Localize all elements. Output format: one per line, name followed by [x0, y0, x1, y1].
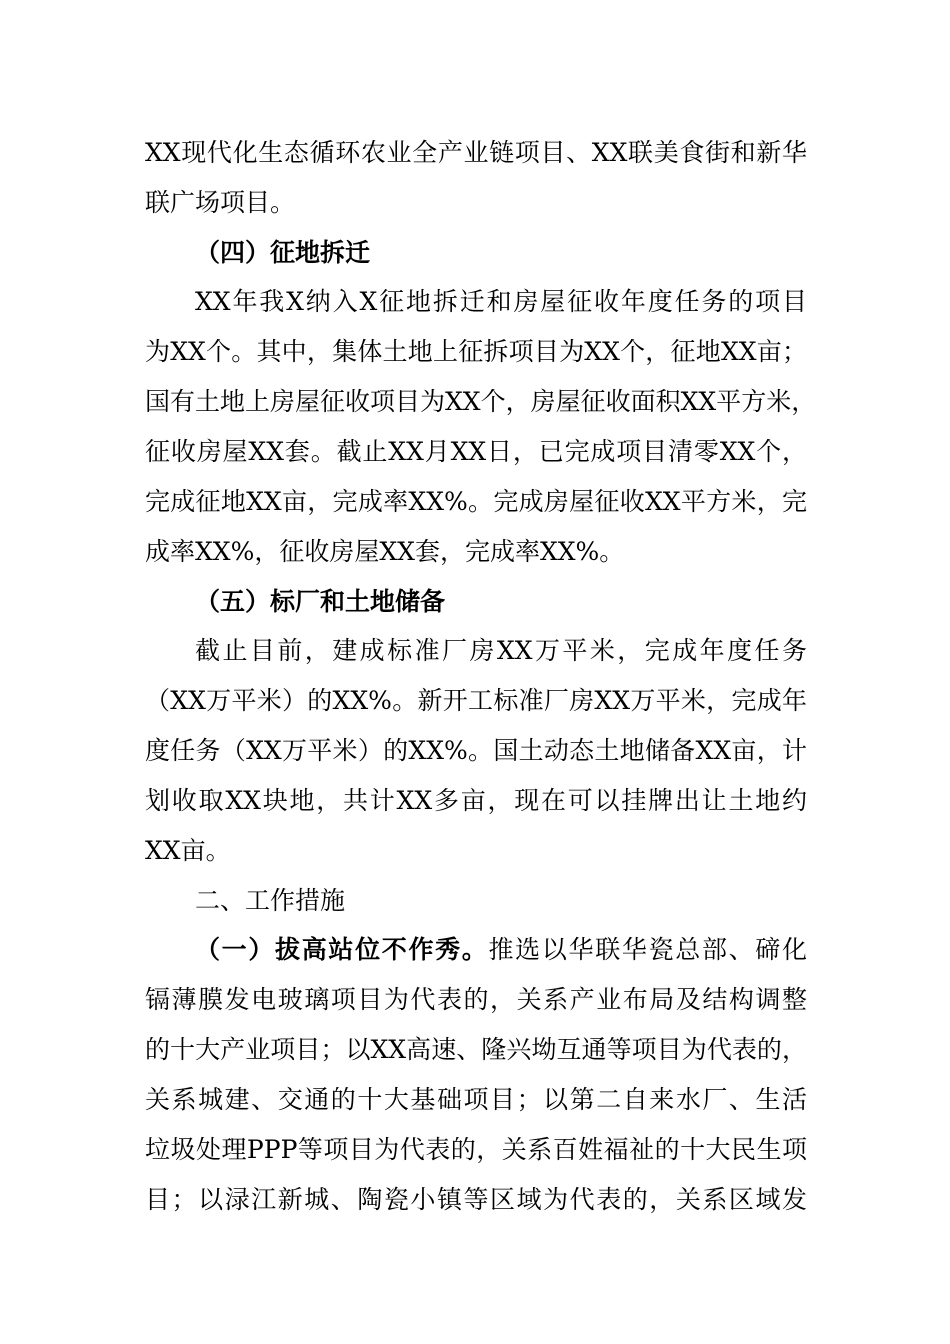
paragraph-line: 完成征地XX亩，完成率XX%。完成房屋征收XX平方米，完 [145, 487, 807, 516]
paragraph-line: （XX万平米）的XX%。新开工标准厂房XX万平米，完成年 [145, 686, 807, 715]
paragraph-line: 为XX个。其中，集体土地上征拆项目为XX个，征地XX亩； [145, 337, 807, 366]
paragraph-line: 截止目前，建成标准厂房XX万平米，完成年度任务 [195, 636, 807, 665]
paragraph-line: 国有土地上房屋征收项目为XX个，房屋征收面积XX平方米， [145, 387, 817, 416]
paragraph-text: 推选以华联华瓷总部、碲化 [488, 935, 807, 964]
subsection-heading-one: （一）拔高站位不作秀。 [195, 935, 489, 964]
paragraph-line: 成率XX%，征收房屋XX套，完成率XX%。 [145, 537, 625, 566]
paragraph-line: 度任务（XX万平米）的XX%。国土动态土地储备XX亩，计 [145, 736, 807, 765]
paragraph-line: XX现代化生态循环农业全产业链项目、XX联美食街和新华 [145, 138, 807, 167]
paragraph-line: 垃圾处理PPP等项目为代表的，关系百姓福祉的十大民生项 [145, 1135, 807, 1164]
paragraph-line: 联广场项目。 [145, 188, 296, 217]
paragraph-line: 镉薄膜发电玻璃项目为代表的，关系产业布局及结构调整 [145, 985, 807, 1014]
section-heading-four: （四）征地拆迁 [195, 238, 371, 267]
chapter-heading-two: 二、工作措施 [195, 886, 346, 915]
paragraph-line: XX年我X纳入X征地拆迁和房屋征收年度任务的项目 [195, 287, 807, 316]
paragraph-line: 的十大产业项目；以XX高速、隆兴坳互通等项目为代表的， [145, 1035, 807, 1064]
paragraph-line: XX亩。 [145, 836, 231, 865]
paragraph-line: 目；以渌江新城、陶瓷小镇等区域为代表的，关系区域发 [145, 1185, 807, 1214]
paragraph-line-lead [195, 925, 807, 975]
paragraph-line: 征收房屋XX套。截止XX月XX日，已完成项目清零XX个， [145, 437, 807, 466]
paragraph-line: 关系城建、交通的十大基础项目；以第二自来水厂、生活 [145, 1085, 807, 1114]
section-heading-five: （五）标厂和土地储备 [195, 587, 446, 616]
paragraph-line: 划收取XX块地，共计XX多亩，现在可以挂牌出让土地约 [145, 786, 807, 815]
